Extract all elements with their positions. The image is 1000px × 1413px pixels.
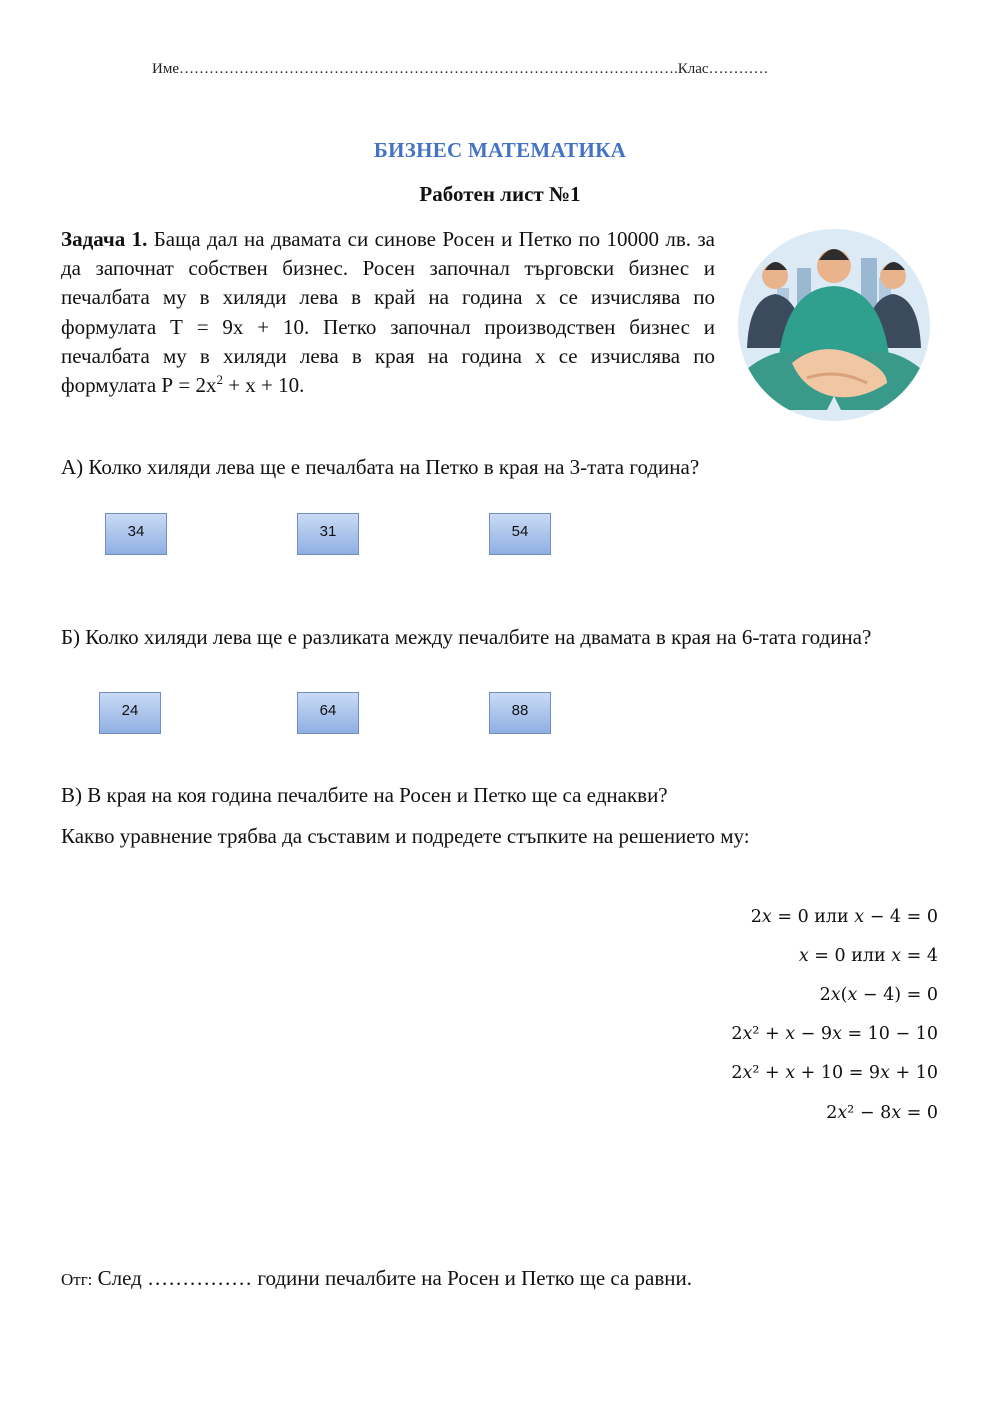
- solution-step-4[interactable]: 2𝑥² + 𝑥 − 9𝑥 = 10 − 10: [731, 1024, 938, 1044]
- solution-step-6[interactable]: 2𝑥² − 8𝑥 = 0: [826, 1103, 938, 1123]
- task-1-text: [61, 225, 715, 400]
- answer-b-option-2[interactable]: 64: [297, 692, 359, 734]
- task-body: Баща дал на двамата си синове Росен и Петко по 10000 лв. за да започнат собствен бизнес. Росен започнал търговски бизнес и печалбата му в хиляди лева в край на година х се изчислява по формулата Т = 9х + 10. Петко започнал производствен бизнес и печалбата му в хиляди лева в края на година х се изчислява по формулата Р = 2х: [61, 227, 715, 398]
- question-b: Б) Колко хиляди лева ще е разликата между печалбите на двамата в края на 6-тата година?: [61, 625, 872, 649]
- solution-step-1[interactable]: 2𝑥 = 0 или 𝑥 − 4 = 0: [750, 907, 938, 927]
- page-title: БИЗНЕС МАТЕМАТИКА: [373, 138, 627, 162]
- question-c: В) В края на коя година печалбите на Росен и Петко ще са еднакви?: [61, 783, 668, 807]
- solution-step-5[interactable]: 2𝑥² + 𝑥 + 10 = 9𝑥 + 10: [731, 1063, 938, 1083]
- solution-step-2[interactable]: 𝑥 = 0 или 𝑥 = 4: [798, 946, 938, 966]
- answer-prefix: Отг:: [61, 1270, 93, 1289]
- business-handshake-illustration: [737, 228, 931, 422]
- solution-step-3[interactable]: 2𝑥(𝑥 − 4) = 0: [819, 985, 938, 1005]
- answer-b-option-3[interactable]: 88: [489, 692, 551, 734]
- name-class-line: Име……………………………………………………………………………………….Клас…………: [152, 61, 769, 77]
- answer-a-option-2[interactable]: 31: [297, 513, 359, 555]
- answer-a-option-1[interactable]: 34: [105, 513, 167, 555]
- answer-b-option-1[interactable]: 24: [99, 692, 161, 734]
- task-tail: + х + 10.: [222, 373, 305, 398]
- answer-line: [61, 1266, 692, 1291]
- answer-a-option-3[interactable]: 54: [489, 513, 551, 555]
- worksheet-subtitle: Работен лист №1: [419, 182, 581, 206]
- task-exponent: 2: [216, 372, 223, 388]
- question-c-instruction: Какво уравнение трябва да съставим и подредете стъпките на решението му:: [61, 824, 750, 848]
- question-a: А) Колко хиляди лева ще е печалбата на Петко в края на 3-тата година?: [61, 455, 700, 479]
- answer-sentence: След …………… години печалбите на Росен и Петко ще са равни.: [92, 1266, 693, 1290]
- task-lead: Задача 1.: [61, 227, 148, 251]
